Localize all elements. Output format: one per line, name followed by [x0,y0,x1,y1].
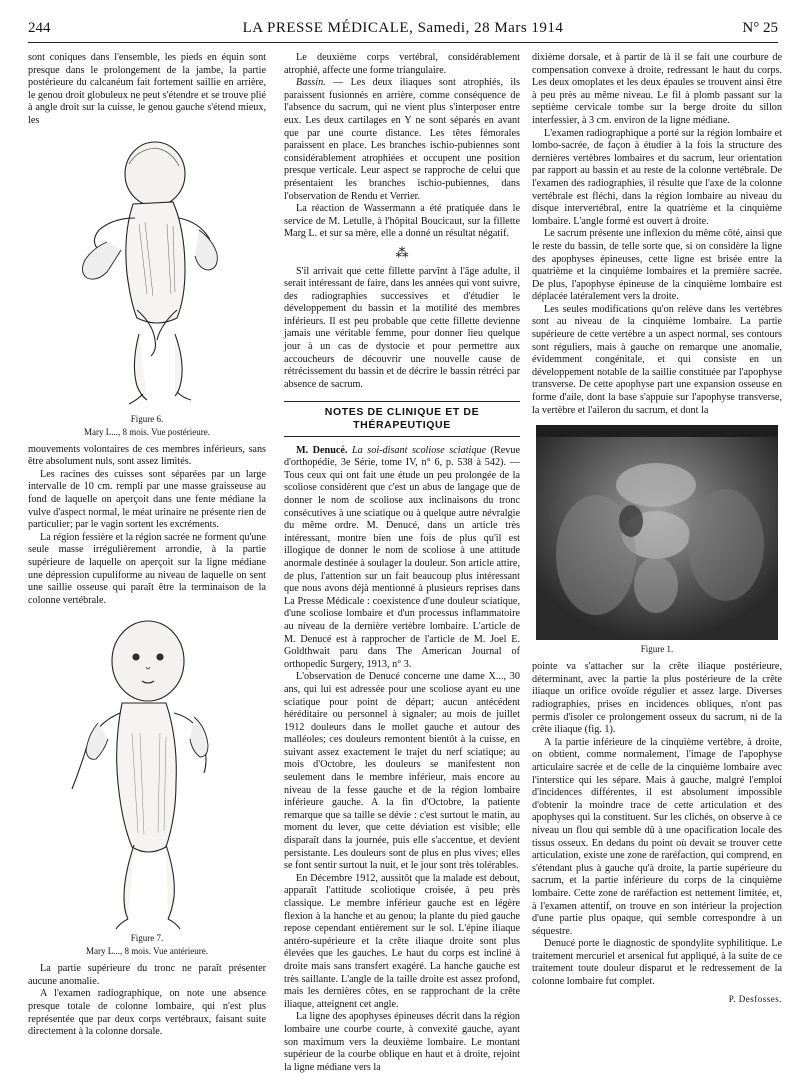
paragraph: La partie supérieure du tronc ne paraît présenter aucune anomalie. [28,963,266,987]
paragraph: Le deuxième corps vertébral, considérablement atrophié, affecte une forme triangulaire. [284,52,520,76]
figure-6-caption: Mary L..., 8 mois. Vue postérieure. [83,426,211,437]
figure-6-illustration [67,134,227,412]
paragraph: dixième dorsale, et à partir de là il se fait une courbure de compensation convexe à droite, redressant le haut du corps. Les deux omoplates et les deux épaules se trouvent ainsi être à peu près au même niveau. Le fil à plomb passant sur la septième cervicale tombe sur la berge droite du sillon interfessier, à 3 cm. environ de la ligne médiane. [532,52,782,126]
author-name: M. Denucé. [296,444,348,456]
issue-number: N° 25 [742,20,778,36]
paragraph: Le sacrum présente une inflexion du même côté, ainsi que le reste du bassin, de telle sorte que, si on considère la ligne des apophyses épineuses, cette ligne est brisée entre la quatrième et la cinquième lombaires et la première sacrée. De plus, l'apophyse épineuse de la cinquième lombaire est déplacée latéralement vers la droite. [532,228,782,303]
section-stars: ⁂ [395,244,409,260]
paragraph: En Décembre 1912, aussitôt que la malade est debout, apparaît l'attitude scoliotique croisée, à peu près classique. Le membre inférieur gauche est en légère flexion à la hanche et au genou; la plante du pied gauche repose cependant entièrement sur le sol. L'épine iliaque antéro-supérieure et la crête iliaque droite sont plus élevées que les gauches. Le haut du corps est incliné à droite mais sans transfert exagéré. La hanche gauche est très saillante. L'angle de la taille droite est assez profond, mais les dernières côtes, en se rapprochant de la crête iliaque, atteignent cet angle. [284,872,520,1010]
paragraph: pointe va s'attacher sur la crête iliaque postérieure, déterminant, avec la partie la plus postérieure de la crête iliaque un orifice ovoïde régulier et assez large. Diverses radiographies, prises en incidences obliques, n'ont pas permis d'isoler ce prolongement osseux du sacrum, ni de la crête iliaque (fig. 1). [532,661,782,736]
page-header [28,20,778,43]
paragraph: Les racines des cuisses sont séparées par un large intervalle de 10 cm. rempli par une masse graisseuse au fond de laquelle on aperçoit dans une fente médiane la vulve d'aspect normal, le méat urinaire ne présente rien de particulier; par le vagin sortent les excréments. [28,468,266,531]
figure-7-illustration [62,613,232,931]
paragraph-lead: Bassin. [296,77,326,89]
paragraph [284,77,520,203]
figure-1-radiograph [536,425,778,640]
author-signature: P. Desfosses. [728,993,782,1004]
paragraph: Denucé porte le diagnostic de spondylite syphilitique. Le traitement mercuriel et arsenical fut appliqué, à la suite de ce traitement toute douleur disparut et le redressement de la colonne lombaire fut complet. [532,938,782,988]
section-title: NOTES DE CLINIQUE ET DE THÉRAPEUTIQUE [284,401,520,436]
paragraph: L'observation de Denucé concerne une dame X..., 30 ans, qui lui est adressée pour une scoliose ayant eu une sciatique pour point de départ; aucun antécédent héréditaire ou personnel à signaler; au mois de juillet 1912 douleurs dans le mollet gauche et autour des malléoles; ces douleurs remontent bientôt à la cuisse, en suivant assez exactement le trajet du nerf sciatique; au mois d'Octobre, les douleurs se manifestent non seulement dans le membre inférieur, mais encore au niveau de la fesse gauche et de la région lombaire inférieure gauche. A la fin d'Octobre, la patiente remarque que sa taille se dévie : c'est surtout le matin, au moment du lever, que cette déviation est visible; elle disparaît dans la journée, puis elle s'accentue, et devient persistante. Les douleurs sont de plus en plus vives; elles se font sentir surtout la nuit, et le jour sont très tolérables. [284,671,520,872]
column-middle [284,52,520,1074]
paragraph: La réaction de Wassermann a été pratiquée dans le service de M. Letulle, à l'hôpital Boucicaut, sur la fillette Marg L. et sur sa mère, elle a donné un résultat négatif. [284,203,520,240]
figure-7-caption: Mary L..., 8 mois. Vue antérieure. [85,946,208,957]
paragraph: L'examen radiographique a porté sur la région lombaire et lombo-sacrée, de façon à étudier à la fois la structure des dernières vertèbres lombaires et du sacrum, leur orientation par rapport au bassin et au reste de la colonne vertébrale. De l'examen des radiographies, il résulte que l'axe de la colonne vertébrale est fléchi, dans la région lombaire au niveau du disque intervertébral, entre la quatrième et la cinquième lombaire. L'angle formé est ouvert à droite. [532,127,782,227]
paragraph [284,445,520,672]
paragraph: Les seules modifications qu'on relève dans les vertèbres sont au niveau de la cinquième lombaire. La partie supérieure de cette vertèbre a un aspect normal, ses contours sont réguliers, mais à gauche on remarque une anomalie, évidemment congénitale, et qui consiste en un développement notable de la saillie constituée par l'apophyse transverse. De cette apophyse part une expansion osseuse en forme d'aile, dont la base s'appuie sur l'apophyse transverse, la vertèbre et l'aileron du sacrum, et dont la [532,303,782,416]
paragraph: sont coniques dans l'ensemble, les pieds en équin sont presque dans le prolongement de la jambe, la partie postérieure du calcanéum fait fortement saillie en arrière, le genou droit globuleux ne peut s'étendre et se trouve plié à angle droit sur la cuisse, le genou gauche s'étend mieux, les [28,52,266,126]
article-title: La soi-disant scoliose sciatique [347,444,487,456]
paragraph: A l'examen radiographique, on note une absence presque totale de colonne lombaire, qui n'est plus représentée que par deux corps vertébraux, faisant suite directement à la colonne dorsale. [28,988,266,1038]
column-left [28,52,266,1039]
figure-6-label: Figure 6. [130,413,164,424]
paragraph: mouvements volontaires de ces membres inférieurs, sans être absolument nuls, sont assez limités. [28,443,266,468]
figure-1-label: Figure 1. [640,644,674,655]
journal-title: LA PRESSE MÉDICALE, Samedi, 28 Mars 1914 [242,20,564,36]
paragraph-body: — Les deux iliaques sont atrophiés, ils paraissent fusionnés en arrière, comme conséquence de l'absence du sacrum, qui ne vient plus s'interposer entre eux. Les deux cartilages en Y ne sont séparés en avant que par une courte distance. Les têtes fémorales paraissent en place. Les branches ischio-pubiennes sont considérablement atrophiées et occupent une position presque verticale. Leur aspect se rapproche de celui que présentaient les branches ischio-pubiennes, dans l'observation de Rendu et Verrier. [284,77,520,202]
paragraph-body: (Revue d'orthopédie, 3e Série, tome IV, n° 6, p. 538 à 542). — Tous ceux qui ont fait une étude un peu prolongée de la scoliose considèrent que c'est un abus de langage que de donner le nom de scoliose aux inclinaisons du tronc consécutives à une sciatique ou à quelque autre névralgie du même ordre. M. Denucé, dans un article très intéressant, montre bien une fois de plus qu'il est illogique de donner le nom de scoliose à une attitude anormale destinée à soulager la douleur. Son article attire, de plus, l'attention sur un fait beaucoup plus intéressant que nous avons déjà mentionné à plusieurs reprises dans La Presse Médicale : coexistence d'une douleur sciatique, d'une scoliose lombaire et d'un processus inflammatoire au niveau de la dernière vertèbre lombaire. L'article de M. Denucé est à rapprocher de l'article de M. Joel E. Goldthwait paru dans The American Journal of orthopedic Surgery, 1913, n° 3. [284,444,521,670]
column-right [532,52,782,1005]
paragraph: S'il arrivait que cette fillette parvînt à l'âge adulte, il serait intéressant de faire, dans les années qui vont suivre, des radiographies successives et d'étudier le développement du bassin et la motilité des membres inférieurs. Il est peu probable que cette fillette devienne jamais une véritable femme, pour donner lieu quelque jour à un cas de dystocie et pour permettre aux accoucheurs de découvrir une nouvelle cause de rétrécissement du bassin et de décrire le bassin rétréci par absence de sacrum. [284,265,520,390]
paragraph: La région fessière et la région sacrée ne forment qu'une seule masse irrégulièrement arrondie, à la partie supérieure de laquelle on aperçoit sur la ligne médiane une dépression cupuliforme au niveau de laquelle on sent une saillie osseuse qui paraît être la terminaison de la colonne vertébrale. [28,531,266,606]
paragraph: A la partie inférieure de la cinquième vertèbre, à droite, on obtient, comme normalement, l'image de l'apophyse articulaire sacrée et de celle de la cinquième lombaire avec l'interstice qui les sépare. Mais à gauche, malgré l'emploi d'incidences différentes, il est absolument impossible d'obtenir la moindre trace de cette articulation et des apophyses qui la constituent. Sur les clichés, on observe à ce niveau un flou qui semble dû à une opacification locale des tissus osseux. En dedans du point où devait se trouver cette articulation, existe une zone de raréfaction, qui comprend, en s'étendant plus à gauche qu'à droite, la partie supérieure du sacrum, et la partie inférieure du corps de la cinquième lombaire. Cette zone de raréfaction est nettement limitée, et, à l'examen attentif, on trouve en son intérieur la projection d'une partie plus opaque, qui semble correspondre à un séquestre. [532,736,782,937]
paragraph: La ligne des apophyses épineuses décrit dans la région lombaire une courbe courte, à convexité gauche, ayant son maximum vers la deuxième lombaire. Le montant supérieur de la courbe oblique en haut et à droite, rejoint la ligne médiane vers la [284,1011,520,1073]
page-number: 244 [28,20,51,36]
figure-7-label: Figure 7. [130,933,164,944]
